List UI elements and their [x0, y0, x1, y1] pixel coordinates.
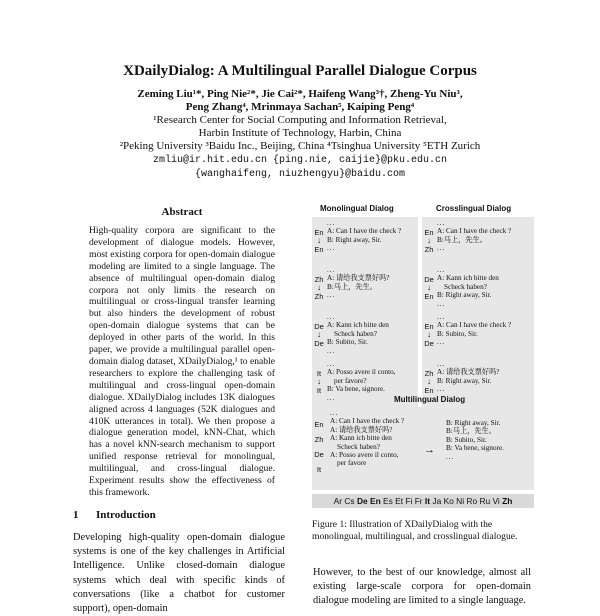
abstract-text: High-quality corpora are significant to the development of dialogue models. However, most existing corpora for open-domain dialogue modeling are limited to a single language. The absence of multilingual open-domain dialog corpora not only limits the research on multilingual or cross-lingual transfer learning but also hinders the development of robust open-domain dialogue systems that can be deployed in other parts of the world. In this paper, we provide a multilingual parallel open-domain dialog dataset, XDailyDialog,¹ to enable researchers to explore the challenging task of multilingual and cross-lingual open-domain dialogue. XDailyDialog includes 13K dialogues aligned across 4 languages (52K dialogues and 410K utterances in total). We then propose a dialogue generation model, kNN-Chat, which has a novel kNN-search mechanism to support unified response retrieval for monolingual, multilingual, and cross-lingual dialogue. Experiment results show the effectiveness of this framework. — [89, 225, 275, 498]
monolingual-lang-pair — [313, 275, 325, 301]
utterance: Scheck haben? — [444, 282, 487, 291]
language-code: En — [369, 496, 381, 506]
monolingual-dialog — [327, 266, 390, 300]
utterance: A: Kann ich bitte den — [330, 434, 392, 443]
crosslingual-lang-pair — [423, 228, 435, 254]
multilingual-lang: En — [314, 420, 324, 429]
ellipsis: ... — [327, 219, 336, 227]
utterance: B: Va bene, signore. — [327, 385, 385, 394]
source-lang: Zh — [314, 275, 324, 284]
target-lang: En — [424, 386, 434, 395]
section-heading-introduction — [73, 509, 156, 521]
utterance: A: Can I have the check ? — [330, 417, 405, 426]
utterance: B: Subito, Sir. — [446, 435, 487, 444]
utterance: A: 请给我支票好吗? — [437, 368, 500, 377]
utterance: B: Subito, Sir. — [327, 338, 368, 347]
utterance: B: Right away, Sir. — [437, 291, 492, 300]
down-arrow-icon: ↓ — [317, 330, 321, 339]
utterance: A: Posso avere il conto, — [327, 368, 396, 377]
utterance: A: 请给我支票好吗? — [327, 274, 390, 283]
multilingual-lang: De — [314, 450, 324, 459]
right-column-text: However, to the best of our knowledge, almost all existing large-scale corpora for open-domain dialogue modeling are limited to a single language. — [313, 567, 531, 607]
affiliation-line-2: Harbin Institute of Technology, Harbin, China — [198, 127, 402, 139]
language-code: Ja — [432, 496, 442, 506]
introduction-text: Developing high-quality open-domain dialogue systems is one of the key challenges in Artificial Intelligence. Unlike closed-domain dialogue systems which deal with specific kinds of conversations (like a chatbot for customer support), open-domain — [73, 532, 285, 615]
utterance: A: Kann ich bitte den — [437, 274, 499, 283]
language-code: Vi — [492, 496, 500, 506]
target-lang: De — [314, 339, 324, 348]
ellipsis: ... — [327, 393, 336, 402]
source-lang: It — [316, 369, 322, 378]
ellipsis: ... — [327, 291, 336, 300]
ellipsis: ... — [446, 452, 455, 461]
ellipsis: ... — [437, 385, 446, 394]
crosslingual-lang-pair — [423, 275, 435, 301]
section-number: 1 — [73, 509, 79, 521]
utterance: B:马上，先生。 — [327, 282, 377, 291]
affiliation-line-1: ¹Research Center for Social Computing and Information Retrieval, — [153, 114, 447, 126]
multilingual-lang: It — [316, 465, 322, 474]
utterance: A: Can I have the check ? — [437, 321, 512, 330]
utterance: Scheck haben? — [334, 329, 377, 338]
language-code: Ro — [466, 496, 478, 506]
ellipsis: ... — [327, 313, 336, 321]
figure-1 — [312, 198, 534, 514]
email-line-2: {wanghaifeng, niuzhengyu}@baidu.com — [194, 169, 406, 180]
multilingual-responses — [446, 419, 504, 461]
ellipsis: ... — [327, 244, 336, 253]
target-lang: En — [314, 245, 324, 254]
monolingual-label: Monolingual Dialog — [320, 204, 394, 213]
ellipsis: ... — [327, 266, 336, 274]
utterance: B:马上，先生。 — [437, 235, 487, 244]
down-arrow-icon: ↓ — [317, 377, 321, 386]
down-arrow-icon: ↓ — [317, 283, 321, 292]
figure-caption: Figure 1: Illustration of XDailyDialog with the monolingual, multilingual, and crosslingual dialogue. — [312, 519, 518, 542]
language-code: It — [424, 496, 431, 506]
utterance: B:马上，先生。 — [446, 427, 496, 436]
source-lang: En — [424, 322, 434, 331]
target-lang: En — [424, 292, 434, 301]
ellipsis: ... — [437, 219, 446, 227]
utterance: per favore — [337, 459, 367, 468]
language-code: Zh — [502, 496, 513, 506]
ellipsis: ... — [437, 299, 446, 308]
target-lang: Zh — [424, 245, 434, 254]
language-code: Ni — [456, 496, 465, 506]
utterance: B: Subito, Sir. — [437, 329, 478, 338]
crosslingual-label: Crosslingual Dialog — [436, 204, 512, 213]
ellipsis: ... — [327, 346, 336, 355]
crosslingual-lang-pair — [423, 369, 435, 395]
monolingual-lang-pair — [313, 369, 325, 395]
language-code: Ru — [479, 496, 491, 506]
monolingual-lang-pair — [313, 228, 325, 254]
source-lang: En — [424, 228, 434, 237]
ellipsis: ... — [327, 360, 336, 368]
language-code: Es — [383, 496, 393, 506]
source-lang: En — [314, 228, 324, 237]
utterance: B: Va bene, signore. — [446, 444, 504, 453]
ellipsis: ... — [437, 360, 446, 368]
paper-title: XDailyDialog: A Multilingual Parallel Dialogue Corpus — [123, 63, 477, 79]
ellipsis: ... — [437, 338, 446, 347]
utterance: A: 请给我支票好吗? — [330, 425, 393, 434]
email-line-1: zmliu@ir.hit.edu.cn {ping.nie, caijie}@pku.edu.cn — [152, 155, 448, 166]
source-lang: De — [424, 275, 434, 284]
ellipsis: ... — [437, 244, 446, 253]
ellipsis: ... — [437, 313, 446, 321]
language-code: Ar — [333, 496, 343, 506]
language-code: Fi — [405, 496, 413, 506]
down-arrow-icon: ↓ — [427, 377, 431, 386]
language-code: De — [356, 496, 368, 506]
monolingual-dialog — [327, 360, 395, 402]
utterance: Scheck haben? — [337, 442, 380, 451]
utterance: A: Posso avere il conto, — [330, 451, 399, 460]
authors-line-1: Zeming Liu¹*, Ping Nie²*, Jie Cai²*, Haifeng Wang³†, Zheng-Yu Niu³, — [137, 88, 463, 100]
monolingual-dialog — [327, 219, 401, 253]
target-lang: De — [424, 339, 434, 348]
affiliation-line-3: ²Peking University ³Baidu Inc., Beijing, China ⁴Tsinghua University ⁵ETH Zurich — [119, 140, 481, 152]
utterance: B: Right away, Sir. — [446, 419, 501, 427]
crosslingual-dialog — [437, 360, 500, 394]
crosslingual-dialog — [437, 219, 511, 253]
down-arrow-icon: ↓ — [317, 236, 321, 245]
utterance: A: Kann ich bitte den — [327, 321, 389, 330]
target-lang: It — [316, 386, 322, 395]
multilingual-lang: Zh — [314, 435, 324, 444]
crosslingual-lang-pair — [423, 322, 435, 348]
down-arrow-icon: ↓ — [427, 236, 431, 245]
utterance: A: Can I have the check ? — [327, 227, 402, 236]
language-bar — [312, 494, 534, 508]
language-code: Ko — [443, 496, 454, 506]
target-lang: Zh — [314, 292, 324, 301]
language-code: Fr — [414, 496, 423, 506]
multilingual-questions — [330, 409, 404, 468]
monolingual-dialog — [327, 313, 389, 355]
source-lang: De — [314, 322, 324, 331]
crosslingual-dialog — [437, 266, 499, 308]
utterance: B: Right away, Sir. — [437, 376, 492, 385]
ellipsis: ... — [437, 266, 446, 274]
utterance: A: Can I have the check ? — [437, 227, 512, 236]
abstract-heading: Abstract — [161, 206, 203, 218]
utterance: per favore? — [334, 376, 367, 385]
crosslingual-dialog — [437, 313, 511, 347]
ellipsis: ... — [330, 409, 339, 417]
monolingual-lang-pair — [313, 322, 325, 348]
down-arrow-icon: ↓ — [427, 330, 431, 339]
down-arrow-icon: ↓ — [427, 283, 431, 292]
right-arrow-icon: → — [424, 444, 435, 456]
utterance: B: Right away, Sir. — [327, 235, 382, 244]
authors-line-2: Peng Zhang⁴, Mrinmaya Sachan⁵, Kaiping Peng⁴ — [185, 101, 415, 113]
language-code: Cs — [344, 496, 355, 506]
section-title: Introduction — [96, 509, 156, 521]
source-lang: Zh — [424, 369, 434, 378]
language-code: Et — [395, 496, 404, 506]
multilingual-label: Multilingual Dialog — [394, 395, 466, 404]
